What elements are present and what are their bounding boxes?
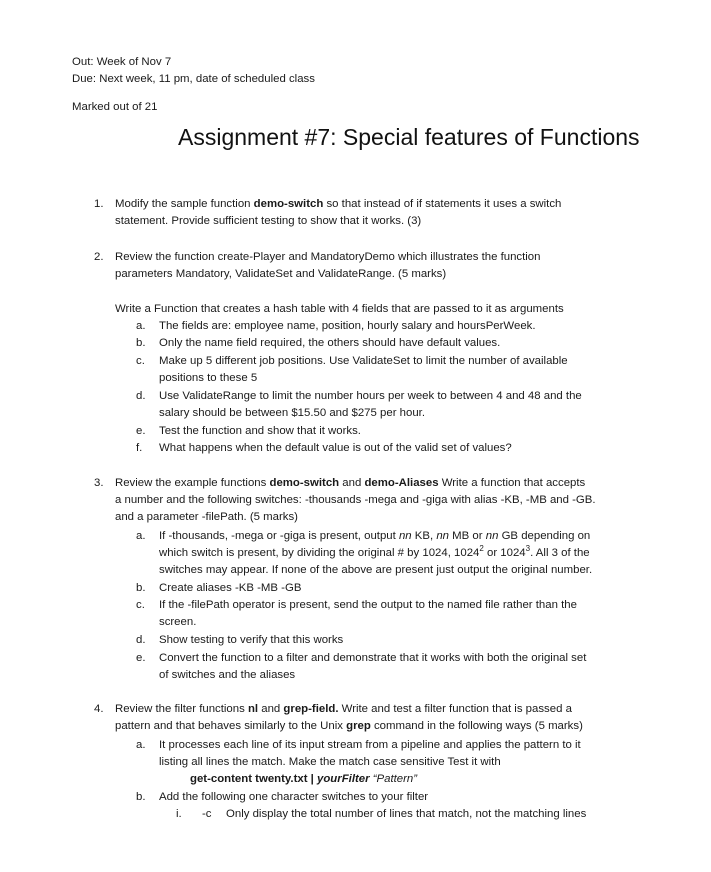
item-text: listing all lines the match. Make the match case sensitive Test it with	[159, 756, 501, 768]
question-line	[115, 475, 645, 492]
item-label: b.	[136, 337, 146, 349]
function-name: demo-switch	[269, 477, 340, 489]
variable: nn	[485, 530, 499, 542]
variable: nn	[436, 530, 450, 542]
item-text	[159, 545, 659, 562]
item-text: Show testing to verify that this works	[159, 634, 344, 646]
function-name: nl	[247, 703, 259, 715]
text: or 1024	[483, 547, 526, 559]
text: MB or	[449, 530, 486, 542]
item-text: Create aliases -KB -MB -GB	[159, 582, 302, 594]
function-name: demo-Aliases	[364, 477, 439, 489]
question-number: 3.	[94, 477, 104, 489]
text: If -thousands, -mega or -giga is present, output	[159, 530, 399, 542]
item-label: a.	[136, 739, 146, 751]
page-title: Assignment #7: Special features of Functions	[178, 124, 640, 150]
text: get-content twenty.txt |	[190, 773, 318, 785]
item-label: d.	[136, 390, 146, 402]
command-example	[190, 771, 417, 788]
item-text: screen.	[159, 616, 197, 628]
item-text: If the -filePath operator is present, send the output to the named file rather than the	[159, 599, 577, 611]
item-label: a.	[136, 320, 146, 332]
text: so that instead of if statements it uses a switch	[323, 198, 562, 210]
text: and	[339, 477, 365, 489]
marks-total: Marked out of 21	[72, 101, 158, 113]
item-label: c.	[136, 599, 145, 611]
function-name: grep-field.	[283, 703, 339, 715]
function-name: demo-switch	[253, 198, 324, 210]
item-text: Use ValidateRange to limit the number hours per week to between 4 and 48 and the	[159, 390, 582, 402]
text: command in the following ways (5 marks)	[370, 720, 583, 732]
out-date: Out: Week of Nov 7	[72, 56, 172, 68]
item-label: e.	[136, 425, 146, 437]
due-date: Due: Next week, 11 pm, date of scheduled class	[72, 73, 315, 85]
item-text: positions to these 5	[159, 372, 258, 384]
text: KB,	[411, 530, 437, 542]
question-line: statement. Provide sufficient testing to show that it works. (3)	[115, 215, 422, 227]
item-text: Add the following one character switches to your filter	[159, 791, 429, 803]
item-text: What happens when the default value is out of the valid set of values?	[159, 442, 512, 454]
item-text	[159, 528, 659, 545]
item-text: Make up 5 different job positions. Use ValidateSet to limit the number of available	[159, 355, 568, 367]
text: Review the filter functions	[115, 703, 248, 715]
item-text: It processes each line of its input stream from a pipeline and applies the pattern to it	[159, 739, 581, 751]
item-label: c.	[136, 355, 145, 367]
superscript: 2	[479, 544, 484, 554]
text: GB depending on	[498, 530, 591, 542]
pattern-arg: “Pattern”	[369, 773, 418, 785]
filter-name: yourFilter	[317, 773, 370, 785]
question-line: and a parameter -filePath. (5 marks)	[115, 511, 298, 523]
item-label: b.	[136, 582, 146, 594]
item-label: f.	[136, 442, 143, 454]
text: Write a function that accepts	[438, 477, 586, 489]
question-line: parameters Mandatory, ValidateSet and ValidateRange. (5 marks)	[115, 268, 447, 280]
variable: nn	[398, 530, 412, 542]
subitem-label: i.	[176, 808, 182, 820]
question-number: 1.	[94, 198, 104, 210]
question-line	[115, 718, 645, 735]
text: pattern and that behaves similarly to the Unix	[115, 720, 347, 732]
item-label: b.	[136, 791, 146, 803]
text: and	[258, 703, 284, 715]
question-line: a number and the following switches: -thousands -mega and -giga with alias -KB, -MB and -GB.	[115, 494, 596, 506]
text: Write and test a filter function that is passed a	[338, 703, 572, 715]
item-text: switches may appear. If none of the above are present just output the original number.	[159, 564, 593, 576]
subitem-text: Only display the total number of lines that match, not the matching lines	[226, 808, 587, 820]
question-line: Write a Function that creates a hash table with 4 fields that are passed to it as arguments	[115, 303, 564, 315]
item-text: The fields are: employee name, position, hourly salary and hoursPerWeek.	[159, 320, 536, 332]
item-text: Convert the function to a filter and demonstrate that it works with both the original set	[159, 652, 587, 664]
item-text: of switches and the aliases	[159, 669, 296, 681]
text: Review the example functions	[115, 477, 270, 489]
text: Modify the sample function	[115, 198, 254, 210]
item-label: e.	[136, 652, 146, 664]
superscript: 3	[525, 544, 531, 554]
command-name: grep	[346, 720, 371, 732]
text: . All 3 of the	[530, 547, 590, 559]
question-number: 2.	[94, 251, 104, 263]
question-line: Review the function create-Player and MandatoryDemo which illustrates the function	[115, 251, 541, 263]
switch-flag: -c	[202, 808, 212, 820]
item-label: a.	[136, 530, 146, 542]
text: which switch is present, by dividing the original # by 1024, 1024	[159, 547, 480, 559]
question-line	[115, 701, 645, 718]
item-text: Test the function and show that it works.	[159, 425, 361, 437]
item-text: Only the name field required, the others should have default values.	[159, 337, 501, 349]
item-label: d.	[136, 634, 146, 646]
question-line	[115, 196, 645, 213]
question-number: 4.	[94, 703, 104, 715]
item-text: salary should be between $15.50 and $275 per hour.	[159, 407, 425, 419]
